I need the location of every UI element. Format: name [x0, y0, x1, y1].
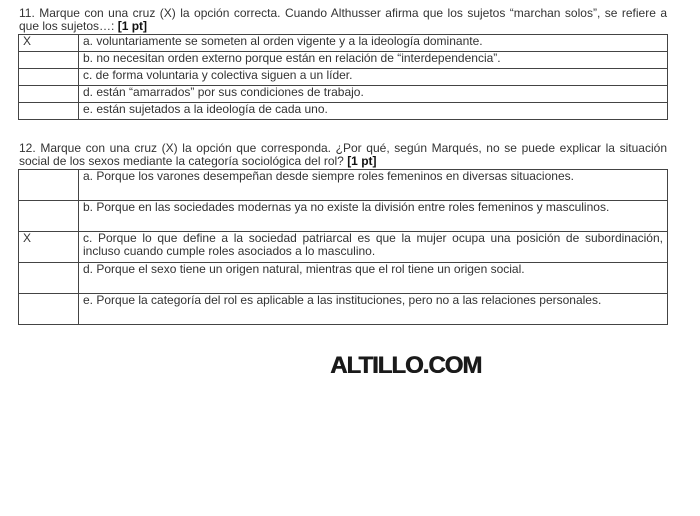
- altillo-watermark: ALTILLO.COM: [330, 352, 482, 379]
- option-row-12c: [19, 232, 668, 263]
- option-row-11d: [19, 86, 668, 103]
- answer-mark-cell[interactable]: [19, 201, 79, 232]
- question-11: [18, 7, 668, 120]
- answer-mark-cell[interactable]: [19, 69, 79, 86]
- question-12-points: [1 pt]: [347, 154, 377, 168]
- option-row-11e: [19, 103, 668, 120]
- option-text: a. Porque los varones desempeñan desde siempre roles femeninos en diversas situaciones.: [79, 170, 668, 201]
- answer-mark-cell[interactable]: [19, 294, 79, 325]
- option-row-12b: [19, 201, 668, 232]
- option-text: c. de forma voluntaria y colectiva siguen a un líder.: [79, 69, 668, 86]
- question-11-text: 11. Marque con una cruz (X) la opción correcta. Cuando Althusser afirma que los sujetos “marchan solos”, se refiere a que los sujetos…:: [19, 6, 667, 33]
- question-11-options-table: [18, 34, 668, 120]
- question-11-stem: [19, 7, 667, 33]
- option-text: e. Porque la categoría del rol es aplicable a las instituciones, pero no a las relaciones personales.: [79, 294, 668, 325]
- option-text: e. están sujetados a la ideología de cada uno.: [79, 103, 668, 120]
- answer-mark-cell[interactable]: [19, 86, 79, 103]
- question-11-points: [1 pt]: [117, 19, 148, 33]
- option-text: c. Porque lo que define a la sociedad patriarcal es que la mujer ocupa una posición de subordinación, incluso cuando cumple roles asociados a lo masculino.: [79, 232, 668, 263]
- answer-mark-cell[interactable]: [19, 263, 79, 294]
- answer-mark-cell[interactable]: [19, 52, 79, 69]
- option-row-11a: [19, 35, 668, 52]
- answer-mark-cell[interactable]: X: [19, 232, 79, 263]
- option-row-12e: [19, 294, 668, 325]
- question-12-stem: [19, 142, 667, 168]
- answer-mark-cell[interactable]: X: [19, 35, 79, 52]
- option-text: a. voluntariamente se someten al orden vigente y a la ideología dominante.: [79, 35, 668, 52]
- answer-mark-cell[interactable]: [19, 103, 79, 120]
- option-row-12d: [19, 263, 668, 294]
- answer-mark-cell[interactable]: [19, 170, 79, 201]
- option-text: d. Porque el sexo tiene un origen natural, mientras que el rol tiene un origen social.: [79, 263, 668, 294]
- question-12-text: 12. Marque con una cruz (X) la opción que corresponda. ¿Por qué, según Marqués, no se puede explicar la situación social de los sexos mediante la categoría sociológica del rol?: [19, 141, 667, 168]
- option-text: b. Porque en las sociedades modernas ya no existe la división entre roles femeninos y masculinos.: [79, 201, 668, 232]
- option-text: b. no necesitan orden externo porque están en relación de “interdependencia”.: [79, 52, 668, 69]
- question-12-options-table: [18, 169, 668, 325]
- question-12: [18, 142, 668, 325]
- option-row-11c: [19, 69, 668, 86]
- option-row-11b: [19, 52, 668, 69]
- option-text: d. están “amarrados” por sus condiciones de trabajo.: [79, 86, 668, 103]
- option-row-12a: [19, 170, 668, 201]
